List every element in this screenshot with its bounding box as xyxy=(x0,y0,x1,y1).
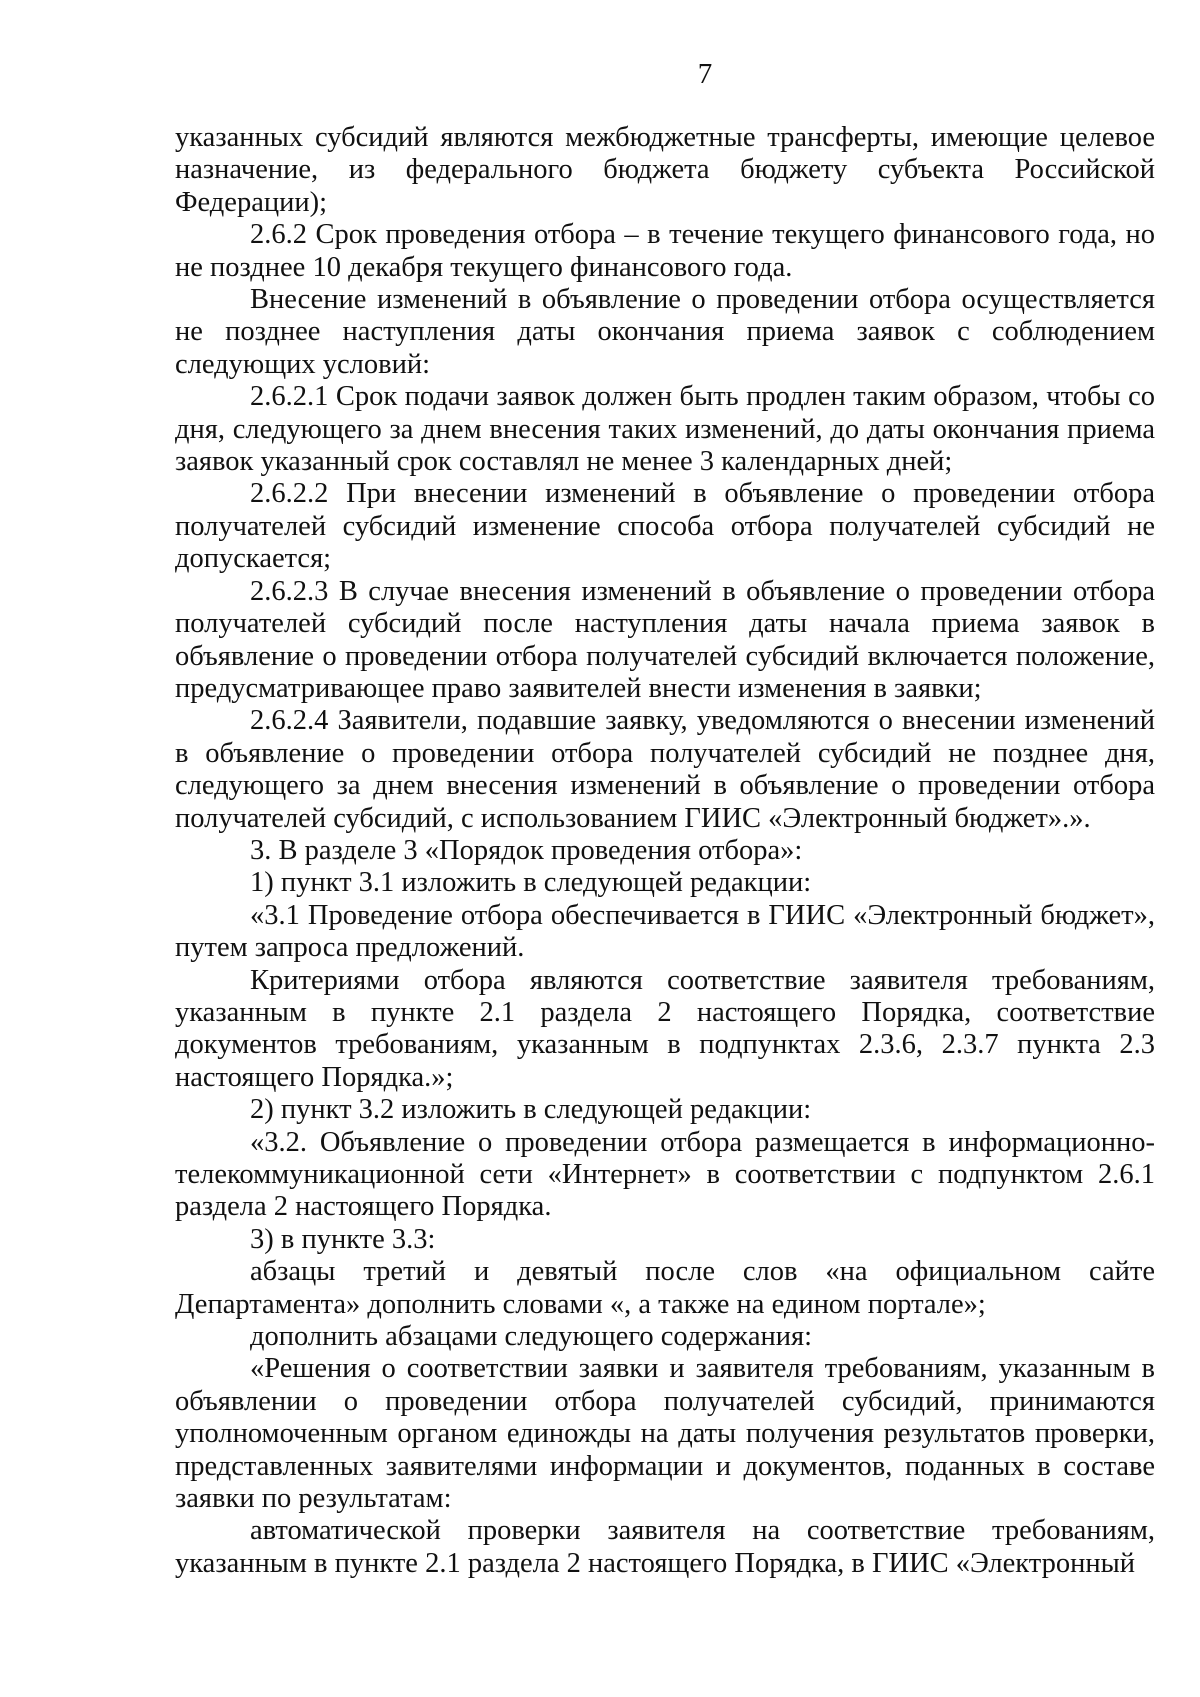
paragraph-14: 3) в пункте 3.3: xyxy=(250,1223,436,1255)
paragraph-16: дополнить абзацами следующего содержания: xyxy=(250,1321,813,1353)
paragraph-13: «3.2. Объявление о проведении отбора размещается в информационно-телекоммуникационной сети «Интернет» в соответствии с подпунктом 2.6.1 раздела 2 настоящего Порядка. xyxy=(175,1126,1155,1223)
paragraph-7: 2.6.2.4 Заявители, подавшие заявку, уведомляются о внесении изменений в объявление о проведении отбора получателей субсидий не позднее дня, следующего за днем внесения изменений в объявление о проведении отбора получателей субсидий, с использованием ГИИС «Электронный бюджет».». xyxy=(175,705,1155,834)
paragraph-18: автоматической проверки заявителя на соответствие требованиям, указанным в пункте 2.1 раздела 2 настоящего Порядка, в ГИИС «Электронный xyxy=(175,1515,1155,1579)
paragraph-5: 2.6.2.2 При внесении изменений в объявление о проведении отбора получателей субсидий изменение способа отбора получателей субсидий не допускается; xyxy=(175,478,1155,575)
paragraph-10: «3.1 Проведение отбора обеспечивается в ГИИС «Электронный бюджет», путем запроса предложений. xyxy=(175,899,1155,964)
document-body xyxy=(175,122,1155,1580)
paragraph-3: Внесение изменений в объявление о проведении отбора осуществляется не позднее наступления даты окончания приема заявок с соблюдением следующих условий: xyxy=(175,284,1155,380)
page-number: 7 xyxy=(697,58,713,90)
paragraph-1: указанных субсидий являются межбюджетные трансферты, имеющие целевое назначение, из федерального бюджета бюджету субъекта Российской Федерации); xyxy=(175,122,1155,218)
paragraph-2: 2.6.2 Срок проведения отбора – в течение текущего финансового года, но не позднее 10 декабря текущего финансового года. xyxy=(175,219,1155,283)
paragraph-4: 2.6.2.1 Срок подачи заявок должен быть продлен таким образом, чтобы со дня, следующего за днем внесения таких изменений, до даты окончания приема заявок указанный срок составлял не менее 3 календарных дней; xyxy=(175,381,1155,478)
paragraph-12: 2) пункт 3.2 изложить в следующей редакции: xyxy=(250,1094,812,1126)
paragraph-8: 3. В разделе 3 «Порядок проведения отбора»: xyxy=(250,834,803,866)
paragraph-17: «Решения о соответствии заявки и заявителя требованиям, указанным в объявлении о проведении отбора получателей субсидий, принимаются уполномоченным органом единожды на даты получения результатов проверки, представленных заявителями информации и документов, поданных в составе заявки по результатам: xyxy=(175,1353,1155,1515)
paragraph-9: 1) пункт 3.1 изложить в следующей редакции: xyxy=(250,867,812,899)
paragraph-6: 2.6.2.3 В случае внесения изменений в объявление о проведении отбора получателей субсидий после наступления даты начала приема заявок в объявление о проведении отбора получателей субсидий включается положение, предусматривающее право заявителей внести изменения в заявки; xyxy=(175,575,1155,704)
paragraph-11: Критериями отбора являются соответствие заявителя требованиям, указанным в пункте 2.1 раздела 2 настоящего Порядка, соответствие документов требованиям, указанным в подпунктах 2.3.6, 2.3.7 пункта 2.3 настоящего Порядка.»; xyxy=(175,964,1155,1093)
paragraph-15: абзацы третий и девятый после слов «на официальном сайте Департамента» дополнить словами «, а также на едином портале»; xyxy=(175,1256,1155,1320)
